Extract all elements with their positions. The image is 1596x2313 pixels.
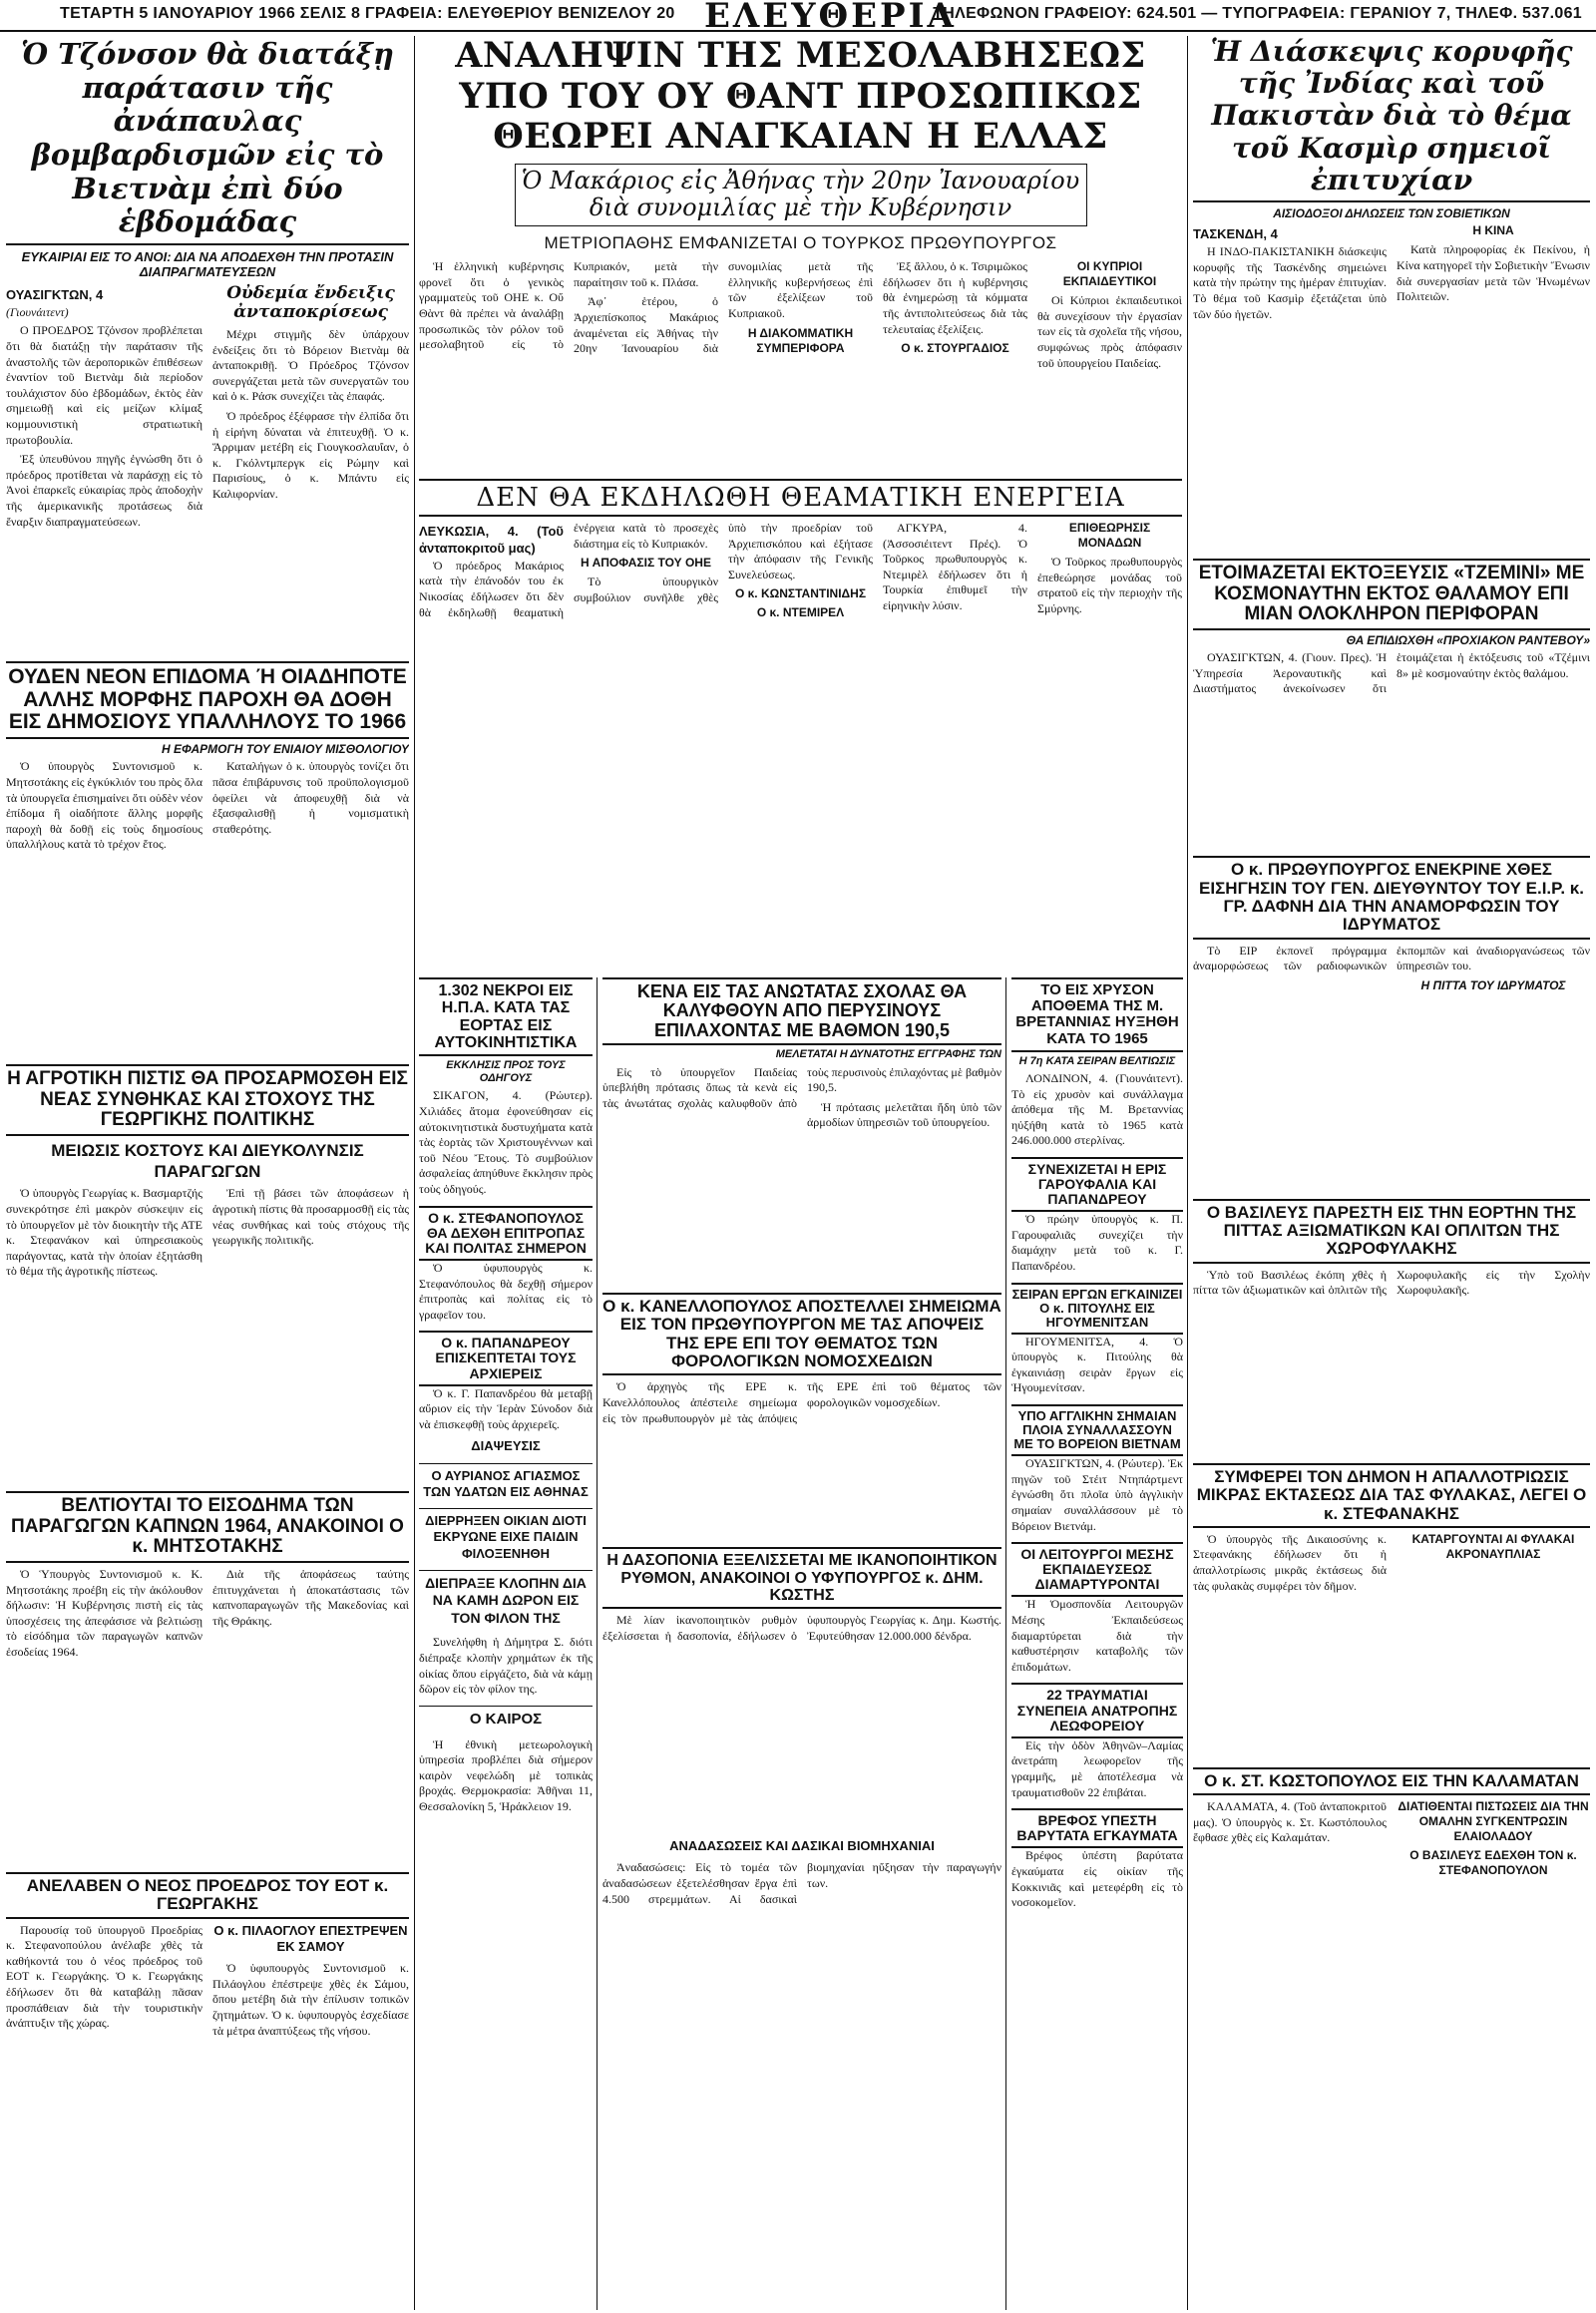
article-body bbox=[419, 1261, 593, 1323]
paragraph: Ἀναδασώσεις: Εἰς τὸ τομέα τῶν ἀναδασώσεων ἐξετελέσθησαν ἔργα ἐπὶ 4.500 στρεμμάτων. Αἱ δασικαὶ βιομηχανίαι ηὔξησαν τὴν παραγωγήν των. bbox=[602, 1860, 1001, 1906]
article-headline: ΣΥΝΕΧΙΖΕΤΑΙ Η ΕΡΙΣ ΓΑΡΟΥΦΑΛΙΑ ΚΑΙ ΠΑΠΑΝΔΡΕΟΥ bbox=[1027, 1160, 1167, 1208]
column-rule bbox=[1005, 977, 1006, 2310]
article-headline: ΟΥΔΕΝ ΝΕΟΝ ΕΠΙΔΟΜΑ Ή ΟΙΑΔΗΠΟΤΕ ΑΛΛΗΣ ΜΟΡΦΗΣ ΠΑΡΟΧΗ ΘΑ ΔΟΘΗ ΕΙΣ ΔΗΜΟΣΙΟΥΣ ΥΠΑΛΛΗΛΟΥΣ ΤΟ 1966 bbox=[8, 664, 407, 734]
article-body bbox=[602, 1065, 1001, 1131]
article-subheadline: ΜΕΙΩΣΙΣ ΚΟΣΤΟΥΣ ΚΑΙ ΔΙΕΥΚΟΛΥΝΣΙΣ ΠΑΡΑΓΩΓΩΝ bbox=[51, 1140, 364, 1182]
paragraph: Παρουσίᾳ τοῦ ὑπουργοῦ Προεδρίας κ. Στεφανοπούλου ἀνέλαβε χθὲς τὰ καθήκοντά του ὁ νέος πρόεδρος τοῦ ΕΟΤ κ. Γεωργάκης. Ὁ κ. Γεωργάκης ἐδήλωσεν ὅτι θὰ καταβάλῃ πᾶσαν προσπάθειαν διὰ τὴν τουριστικὴν ἀνάπτυξιν τῆς χώρας. bbox=[6, 1922, 202, 2031]
article-body bbox=[6, 759, 409, 1058]
article-headline: Η ΔΑΣΟΠΟΝΙΑ ΕΞΕΛΙΣΣΕΤΑΙ ΜΕ ΙΚΑΝΟΠΟΙΗΤΙΚΟΝ ΡΥΘΜΟΝ, ΑΝΑΚΟΙΝΟΙ Ο ΥΦΥΠΟΥΡΓΟΣ κ. ΔΗΜ. ΚΩΣΤΗΣ bbox=[606, 1552, 998, 1604]
paragraph: Κατὰ πληροφορίας ἐκ Πεκίνου, ἡ Κίνα κατηγορεῖ τὴν Σοβιετικὴν Ἕνωσιν διὰ συνεργασίαν μετὰ τῶν Ἡνωμένων Πολιτειῶν. bbox=[1396, 242, 1590, 304]
section-subheadline: Ο κ. ΠΙΛΑΟΓΛΟΥ ΕΠΕΣΤΡΕΨΕΝ ΕΚ ΣΑΜΟΥ bbox=[213, 1922, 408, 1954]
section-subheadline: Η ΔΙΑΚΟΜΜΑΤΙΚΗ ΣΥΜΠΕΡΙΦΟΡΑ bbox=[747, 325, 854, 355]
article-body bbox=[1193, 1268, 1590, 1457]
paragraph: Ὁ πρόεδρος Μακάριος κατὰ τὴν ἐπάνοδόν του ἐκ Νικοσίας ἐδήλωσεν ὅτι δὲν θὰ ἐκδηλωθῇ θεαματικὴ ἐνέργεια κατὰ τὸ προσεχὲς διάστημα εἰς τὸ Κυπριακόν. bbox=[419, 521, 718, 619]
article-body bbox=[419, 1386, 593, 1433]
newspaper-title: ΕΛΕΥΘΕΡΙΑ bbox=[704, 0, 957, 36]
makarios-headline: Ὁ Μακάριος εἰς Ἀθήνας τὴν 20ην Ἰανουαρίου διὰ συνομιλίας μὲ τὴν Κυβέρνησιν bbox=[521, 166, 1080, 222]
paragraph: Ἐξ ἄλλου, ὁ κ. Τσιριμῶκος ἐδήλωσεν ὅτι ἡ κυβέρνησις θὰ ἐνημερώσῃ τὰ κόμματα τῆς ἀντιπολιτεύσεως διὰ τὰς τελευταίας ἐξελίξεις. bbox=[883, 259, 1027, 336]
section-subheadline: Η ΑΠΟΦΑΣΙΣ ΤΟΥ ΟΗΕ bbox=[581, 556, 711, 571]
paragraph: Ὑπὸ τοῦ Βασιλέως ἐκόπη χθὲς ἡ πίττα τῶν ἀξιωματικῶν καὶ ὁπλιτῶν τῆς Χωροφυλακῆς εἰς τὴν Σχολὴν Χωροφυλακῆς. bbox=[1193, 1267, 1590, 1298]
paragraph: Ὁ κ. Γ. Παπανδρέου θὰ μεταβῇ αὔριον εἰς τὴν Ἱερὰν Σύνοδον διὰ νὰ ἐπισκεφθῇ τοὺς ἀρχιερεῖς. bbox=[419, 1385, 593, 1431]
divider bbox=[6, 243, 409, 245]
article-headline: ΒΕΛΤΙΟΥΤΑΙ ΤΟ ΕΙΣΟΔΗΜΑ ΤΩΝ ΠΑΡΑΓΩΓΩΝ ΚΑΠΝΩΝ 1964, ΑΝΑΚΟΙΝΟΙ Ο κ. ΜΗΤΣΟΤΑΚΗΣ bbox=[11, 1495, 404, 1558]
article-subheadline: Η 7η ΚΑΤΑ ΣΕΙΡΑΝ ΒΕΛΤΙΩΣΙΣ bbox=[1018, 1054, 1176, 1067]
article-body bbox=[602, 1379, 1001, 1539]
article-body bbox=[419, 259, 1182, 475]
lead-subheadline: ΜΕΤΡΙΟΠΑΘΗΣ ΕΜΦΑΝΙΖΕΤΑΙ Ο ΤΟΥΡΚΟΣ ΠΡΩΘΥΠΟΥΡΓΟΣ bbox=[544, 232, 1057, 252]
paragraph: Ὁ πρώην ὑπουργὸς κ. Π. Γαρουφαλιᾶς συνεχίζει τὴν διαμάχην μετὰ τοῦ κ. Γ. Παπανδρέου. bbox=[1011, 1212, 1183, 1274]
paragraph: Η ΙΝΔΟ-ΠΑΚΙΣΤΑΝΙΚΗ διάσκεψις κορυφῆς τῆς Τασκένδης σημειώνει κατὰ τὴν πρώτην της ἡμέραν ἐπιτυχίαν. Τὸ θέμα τοῦ Κασμὶρ ἐξετάζεται ὑπὸ τῶν δύο ἡγετῶν. bbox=[1193, 244, 1387, 321]
article-headline: 1.302 ΝΕΚΡΟΙ ΕΙΣ Η.Π.Α. ΚΑΤΑ ΤΑΣ ΕΟΡΤΑΣ ΕΙΣ ΑΥΤΟΚΙΝΗΤΙΣΤΙΚΑ bbox=[434, 982, 578, 1051]
article-body bbox=[1193, 1799, 1590, 2029]
article-headline: ΕΤΟΙΜΑΖΕΤΑΙ ΕΚΤΟΞΕΥΣΙΣ «ΤΖΕΜΙΝΙ» ΜΕ ΚΟΣΜΟΝΑΥΤΗΝ ΕΚΤΟΣ ΘΑΛΑΜΟΥ ΕΠΙ ΜΙΑΝ ΟΛΟΚΛΗΡΟΝ ΠΕΡΙΦΟΡΑΝ bbox=[1198, 563, 1585, 625]
accidents-column bbox=[419, 977, 593, 2310]
masthead-date: ΤΕΤΑΡΤΗ 5 ΙΑΝΟΥΑΡΙΟΥ 1966 ΣΕΛΙΣ 8 ΓΡΑΦΕΙΑ: ΕΛΕΥΘΕΡΙΟΥ ΒΕΝΙΖΕΛΟΥ 20 bbox=[60, 5, 675, 22]
article-headline: Ο κ. ΚΑΝΕΛΛΟΠΟΥΛΟΣ ΑΠΟΣΤΕΛΛΕΙ ΣΗΜΕΙΩΜΑ ΕΙΣ ΤΟΝ ΠΡΩΘΥΠΟΥΡΓΟΝ ΜΕ ΤΑΣ ΑΠΟΨΕΙΣ ΤΗΣ ΕΡΕ ΕΠΙ ΤΟΥ ΘΕΜΑΤΟΣ ΤΩΝ ΦΟΡΟΛΟΓΙΚΩΝ ΝΟΜΟΣΧΕΔΙΩΝ bbox=[602, 1297, 1001, 1371]
paragraph: ΛΟΝΔΙΝΟΝ, 4. (Γιουνάιτεντ). Τὸ εἰς χρυσὸν καὶ συνάλλαγμα ἀπόθεμα τῆς Μ. Βρεταννίας ηὐξήθη κατὰ τὸ 1965 κατὰ 246.000.000 στερλίνας. bbox=[1011, 1070, 1183, 1148]
paragraph: Ἡ Ὁμοσπονδία Λειτουργῶν Μέσης Ἐκπαιδεύσεως διαμαρτύρεται διὰ τὴν καθυστέρησιν καταβολῆς τῶν ἐπιδομάτων. bbox=[1011, 1597, 1183, 1674]
article-body bbox=[602, 1860, 1001, 2020]
paragraph: ΣΙΚΑΓΟΝ, 4. (Ρώυτερ). Χιλιάδες ἄτομα ἐφονεύθησαν εἰς αὐτοκινητιστικὰ δυστυχήματα κατὰ τὰς ἑορτὰς τῶν Χριστουγέννων καὶ τοῦ Νέου Ἔτους. Τὸ συμβούλιον ἀσφαλείας ἀπηύθυνε ἔκκλησιν πρὸς τοὺς ὁδηγούς. bbox=[419, 1088, 593, 1196]
article-body bbox=[1011, 1597, 1183, 1675]
article-headline: Ο κ. ΣΤ. ΚΩΣΤΟΠΟΥΛΟΣ ΕΙΣ ΤΗΝ ΚΑΛΑΜΑΤΑΝ bbox=[1204, 1770, 1579, 1790]
section-subheadline: ΕΠΙΘΕΩΡΗΣΙΣ ΜΟΝΑΔΩΝ bbox=[1068, 521, 1151, 551]
paragraph: Συνελήφθη ἡ Δήμητρα Σ. διότι διέπραξε κλοπὴν χρημάτων ἐκ τῆς οἰκίας ὅπου εἰργάζετο, διὰ νὰ κάμῃ δῶρον εἰς τὸν φίλον της. bbox=[419, 1635, 593, 1697]
article-body bbox=[419, 1737, 593, 1815]
section-subheadline: Ο κ. ΝΤΕΜΙΡΕΛ bbox=[756, 605, 845, 620]
article-headline: Ο κ. ΠΡΩΘΥΠΟΥΡΓΟΣ ΕΝΕΚΡΙΝΕ ΧΘΕΣ ΕΙΣΗΓΗΣΙΝ ΤΟΥ ΓΕΝ. ΔΙΕΥΘΥΝΤΟΥ ΤΟΥ Ε.Ι.Ρ. κ. ΓΡ. ΔΑΦΝΗ ΔΙΑ ΤΗΝ ΑΝΑΜΟΡΦΩΣΙΝ ΤΟΥ ΙΔΡΥΜΑΤΟΣ bbox=[1199, 860, 1584, 935]
article-body bbox=[419, 1635, 593, 1697]
paragraph: Ἐπὶ τῇ βάσει τῶν ἀποφάσεων ἡ ἀγροτικὴ πίστις θὰ προσαρμοσθῇ εἰς τὰς νέας συνθήκας καὶ τοὺς στόχους τῆς γεωργικῆς πολιτικῆς. bbox=[212, 1186, 409, 1248]
paragraph: ΚΑΛΑΜΑΤΑ, 4. (Τοῦ ἀνταποκριτοῦ μας). Ὁ ὑπουργὸς κ. Στ. Κωστόπουλος ἔφθασε χθὲς εἰς Καλαμάταν. bbox=[1193, 1799, 1387, 1845]
right-column bbox=[1193, 36, 1590, 2310]
article-subheadline: ΘΑ ΕΠΙΔΙΩΧΘΗ «ΠΡΟΧΙΑΚΟΝ ΡΑΝΤΕΒΟΥ» bbox=[1346, 632, 1590, 647]
gold-column bbox=[1011, 977, 1183, 2310]
article-headline: Ο κ. ΣΤΕΦΑΝΟΠΟΥΛΟΣ ΘΑ ΔΕΧΘΗ ΕΠΙΤΡΟΠΑΣ ΚΑΙ ΠΟΛΙΤΑΣ ΣΗΜΕΡΟΝ bbox=[425, 1209, 587, 1256]
section-subheadline: ΟΙ ΚΥΠΡΙΟΙ ΕΚΠΑΙΔΕΥΤΙΚΟΙ bbox=[1062, 259, 1157, 289]
article-headline: ΔΕΝ ΘΑ ΕΚΔΗΛΩΘΗ ΘΕΑΜΑΤΙΚΗ ΕΝΕΡΓΕΙΑ bbox=[476, 483, 1125, 513]
byline: ΛΕΥΚΩΣΙΑ, 4. (Τοῦ ἀνταποκριτοῦ μας) bbox=[419, 524, 564, 556]
article-body bbox=[1011, 1848, 1183, 1910]
paragraph: Μέχρι στιγμῆς δὲν ὑπάρχουν ἐνδείξεις ὅτι τὸ Βόρειον Βιετνὰμ θὰ ἀνταποκριθῇ. Ὁ Πρόεδρος Τζόνσον συνεργάζεται μετὰ τῶν συνεργατῶν του καὶ ὁ κ. Ράσκ συνεχίζει τὰς ἐπαφάς. bbox=[212, 327, 409, 404]
paragraph: ΟΥΑΣΙΓΚΤΩΝ, 4. (Ρώυτερ). Ἐκ πηγῶν τοῦ Στέιτ Ντηπάρτμεντ ἐγνώσθη ὅτι πλοῖα ὑπὸ ἀγγλικὴν σημαίαν συναλλάσσουν μὲ τὸ Βόρειον Βιετνάμ. bbox=[1011, 1456, 1183, 1533]
paragraph: Μὲ λίαν ἱκανοποιητικὸν ρυθμὸν ἐξελίσσεται ἡ δασοπονία, ἐδήλωσεν ὁ ὑφυπουργὸς Γεωργίας κ. Δημ. Κωστής. Ἐφυτεύθησαν 12.000.000 δένδρα. bbox=[602, 1613, 1001, 1643]
article-body bbox=[1193, 223, 1590, 553]
energy-story bbox=[419, 479, 1182, 967]
paragraph: Οἱ Κύπριοι ἐκπαιδευτικοὶ θὰ συνεχίσουν τὴν ἐργασίαν των εἰς τὰ σχολεῖα τῆς νήσου, συμφώνως πρὸς ἀπόφασιν τοῦ ὑπουργείου Παιδείας. bbox=[1037, 293, 1182, 370]
article-body bbox=[1193, 944, 1590, 1193]
left-column bbox=[6, 38, 409, 2310]
paragraph: Ἡ ἐθνικὴ μετεωρολογικὴ ὑπηρεσία προβλέπει διὰ σήμερον καιρὸν νεφελώδη μὲ τοπικὰς βροχάς. Θερμοκρασία: Ἀθῆναι 11, Θεσσαλονίκη 5, Ἡράκλειον 19. bbox=[419, 1736, 593, 1813]
article-body bbox=[1193, 1532, 1590, 1761]
section-subheadline: ΚΑΤΑΡΓΟΥΝΤΑΙ ΑΙ ΦΥΛΑΚΑΙ ΑΚΡΟΝΑΥΠΛΙΑΣ bbox=[1411, 1531, 1575, 1561]
column-rule bbox=[414, 36, 415, 2310]
paragraph: Εἰς τὸ ὑπουργεῖον Παιδείας ὑπεβλήθη πρότασις ὅπως τὰ κενὰ εἰς τὰς ἀνωτάτας σχολὰς καλυφθοῦν ἀπὸ τοὺς περυσινοὺς ἐπιλαχόντας μὲ βαθμὸν 190,5. bbox=[602, 1064, 1001, 1110]
article-headline: ΔΙΕΠΡΑΞΕ ΚΛΟΠΗΝ ΔΙΑ ΝΑ ΚΑΜΗ ΔΩΡΟΝ ΕΙΣ ΤΟΝ ΦΙΛΟΝ ΤΗΣ bbox=[419, 1570, 593, 1628]
paragraph: ΟΥΑΣΙΓΚΤΩΝ, 4. (Γιουν. Πρες). Ἡ Ὑπηρεσία Ἀεροναυτικῆς καὶ Διαστήματος ἀνεκοίνωσεν ὅτι ἑτοιμάζεται ἡ ἐκτόξευσις τοῦ «Τζέμινι 8» μὲ κοσμοναύτην ἐκτὸς θαλάμου. bbox=[1193, 650, 1590, 696]
section-subheadline: Οὐδεμία ἔνδειξις ἀνταποκρίσεως bbox=[226, 282, 395, 323]
article-body bbox=[1193, 650, 1590, 850]
article-body bbox=[6, 1186, 409, 1485]
article-headline: ΔΙΕΡΡΗΞΕΝ ΟΙΚΙΑΝ ΔΙΟΤΙ ΕΚΡΥΩΝΕ ΕΙΧΕ ΠΑΙΔΙΝ ΦΙΛΟΞΕΝΗΘΗ bbox=[419, 1508, 593, 1562]
column-rule bbox=[597, 977, 598, 2310]
article-headline: ΑΝΕΛΑΒΕΝ Ο ΝΕΟΣ ΠΡΟΕΔΡΟΣ ΤΟΥ ΕΟΤ κ. ΓΕΩΡΓΑΚΗΣ bbox=[26, 1875, 389, 1914]
article-headline: Ο ΒΑΣΙΛΕΥΣ ΠΑΡΕΣΤΗ ΕΙΣ ΤΗΝ ΕΟΡΤΗΝ ΤΗΣ ΠΙΤΤΑΣ ΑΞΙΩΜΑΤΙΚΩΝ ΚΑΙ ΟΠΛΙΤΩΝ ΤΗΣ ΧΩΡΟΦΥΛΑΚΗΣ bbox=[1206, 1202, 1577, 1259]
paragraph: Ἡ ἑλληνικὴ κυβέρνησις φρονεῖ ὅτι ὁ γενικὸς γραμματεὺς τοῦ ΟΗΕ κ. Οὔ Θὰντ θὰ πρέπει νὰ ἀναλάβῃ προσωπικῶς τὸν ρόλον τοῦ μεσολαβητοῦ εἰς τὸ Κυπριακόν, μετὰ τὴν παραίτησιν τοῦ κ. Πλάσα. bbox=[419, 259, 718, 352]
weather-headline: Ο ΚΑΙΡΟΣ bbox=[419, 1706, 593, 1730]
section-subheadline: ΔΙΑΤΙΘΕΝΤΑΙ ΠΙΣΤΩΣΕΙΣ ΔΙΑ ΤΗΝ ΟΜΑΛΗΝ ΣΥΓΚΕΝΤΡΩΣΙΝ ΕΛΑΙΟΛΑΔΟΥ bbox=[1397, 1799, 1589, 1844]
article-headline: ΤΟ ΕΙΣ ΧΡΥΣΟΝ ΑΠΟΘΕΜΑ ΤΗΣ Μ. ΒΡΕΤΑΝΝΙΑΣ ΗΥΞΗΘΗ ΚΑΤΑ ΤΟ 1965 bbox=[1015, 981, 1179, 1047]
divider bbox=[1193, 200, 1590, 202]
article-subheadline: ΜΕΛΕΤΑΤΑΙ Η ΔΥΝΑΤΟΤΗΣ ΕΓΓΡΑΦΗΣ ΤΩΝ bbox=[775, 1048, 1001, 1061]
paragraph: Ὁ Τοῦρκος πρωθυπουργὸς ἐπεθεώρησε μονάδας τοῦ στρατοῦ εἰς τὴν περιοχὴν τῆς Σμύρνης. bbox=[1037, 555, 1182, 615]
article-headline: Ο κ. ΠΑΠΑΝΔΡΕΟΥ ΕΠΙΣΚΕΠΤΕΤΑΙ ΤΟΥΣ ΑΡΧΙΕΡΕΙΣ bbox=[435, 1335, 577, 1381]
paragraph: Διὰ τῆς ἀποφάσεως ταύτης ἐπιτυγχάνεται ἡ ἀποκατάστασις τῶν καπνοπαραγωγῶν τῆς Μακεδονίας καὶ τῆς Θράκης. bbox=[212, 1566, 409, 1628]
section-subheadline: ΑΝΑΔΑΣΩΣΕΙΣ ΚΑΙ ΔΑΣΙΚΑΙ ΒΙΟΜΗΧΑΝΙΑΙ bbox=[669, 1838, 935, 1854]
article-body bbox=[1011, 1212, 1183, 1274]
article-body bbox=[1011, 1456, 1183, 1534]
section-subheadline: Η ΠΙΤΤΑ ΤΟΥ ΙΔΡΥΜΑΤΟΣ bbox=[1420, 977, 1566, 992]
paragraph: Ὁ ὑφυπουργὸς Συντονισμοῦ κ. Πιλάογλου ἐπέστρεψε χθὲς ἐκ Σάμου, ὅπου μετέβη διὰ τὴν ἐπίλυσιν τοπικῶν ζητημάτων. Ὁ κ. ὑφυπουργὸς ἐσχεδίασε τὰ μέτρα ἀναπτύξεως τῆς νήσου. bbox=[212, 1961, 409, 2038]
article-body bbox=[6, 1567, 409, 1866]
article-body bbox=[419, 1088, 593, 1197]
article-headline: Ἡ Διάσκεψις κορυφῆς τῆς Ἰνδίας καὶ τοῦ Πακιστὰν διὰ τὸ θέμα τοῦ Κασμὶρ σημειοῖ ἐπιτυχίαν bbox=[1210, 36, 1573, 196]
article-body bbox=[419, 521, 1182, 960]
lead-story bbox=[419, 36, 1182, 475]
paragraph: Ὁ ὑπουργὸς Γεωργίας κ. Βασμαρτζής συνεκρότησε ἐπὶ μακρὸν σύσκεψιν εἰς τὸ ὑπουργεῖον μὲ τὸν διοικητὴν τῆς ΑΤΕ κ. Στεφανάκον καὶ ὑπηρεσιακοὺς παράγοντας, κατὰ τὴν ὁποίαν ἐξητάσθη τὸ θέμα τῆς ἀγροτικῆς πίστεως. bbox=[6, 1186, 202, 1279]
paragraph: Βρέφος ὑπέστη βαρύτατα ἐγκαύματα εἰς οἰκίαν τῆς Κοκκινιᾶς καὶ μετεφέρθη εἰς τὸ νοσοκομεῖον. bbox=[1011, 1848, 1183, 1910]
paragraph: Ἡ πρότασις μελετᾶται ἤδη ὑπὸ τῶν ἁρμοδίων ὑπηρεσιῶν τοῦ ὑπουργείου. bbox=[807, 1099, 1001, 1130]
article-body bbox=[1011, 1738, 1183, 1800]
paragraph: Ὁ ὑφυπουργὸς κ. Στεφανόπουλος θὰ δεχθῇ σήμερον ἐπιτροπὰς καὶ πολίτας εἰς τὸ γραφεῖον του. bbox=[419, 1260, 593, 1322]
article-headline: ΒΡΕΦΟΣ ΥΠΕΣΤΗ ΒΑΡΥΤΑΤΑ ΕΓΚΑΥΜΑΤΑ bbox=[1016, 1812, 1178, 1844]
paragraph: Καταλήγων ὁ κ. ὑπουργὸς τονίζει ὅτι πᾶσα ἐπιβάρυνσις τοῦ προϋπολογισμοῦ ὀφείλει νὰ ἀποφευχθῇ διὰ νὰ ἐξασφαλισθῇ ἡ νομισματικὴ σταθερότης. bbox=[212, 759, 409, 836]
article-headline: 22 ΤΡΑΥΜΑΤΙΑΙ ΣΥΝΕΠΕΙΑ ΑΝΑΤΡΟΠΗΣ ΛΕΩΦΟΡΕΙΟΥ bbox=[1016, 1687, 1178, 1734]
article-body bbox=[602, 1613, 1001, 1832]
article-headline: ΥΠΟ ΑΓΓΛΙΚΗΝ ΣΗΜΑΙΑΝ ΠΛΟΙΑ ΣΥΝΑΛΛΑΣΣΟΥΝ ΜΕ ΤΟ ΒΟΡΕΙΟΝ ΒΙΕΤΝΑΜ bbox=[1013, 1408, 1181, 1452]
article-subheadline: ΑΙΣΙΟΔΟΞΟΙ ΔΗΛΩΣΕΙΣ ΤΩΝ ΣΟΒΙΕΤΙΚΩΝ bbox=[1273, 205, 1510, 220]
paragraph: Ἐξ ὑπευθύνου πηγῆς ἐγνώσθη ὅτι ὁ πρόεδρος προτίθεται νὰ παράσχῃ εἰς τὸ Ἀνοὶ ἐπαρκεῖς εὐκαιρίας πρὸς ἀποδοχὴν τῆς ἀμερικανικῆς προτάσεως διὰ ἔναρξιν διαπραγματεύσεων. bbox=[6, 452, 202, 529]
column-rule bbox=[1187, 36, 1188, 2310]
lead-headline: ΑΝΑΛΗΨΙΝ ΤΗΣ ΜΕΣΟΛΑΒΗΣΕΩΣ ΥΠΟ ΤΟΥ ΟΥ ΘΑΝΤ ΠΡΟΣΩΠΙΚΩΣ ΘΕΩΡΕΙ ΑΝΑΓΚΑΙΑΝ Η ΕΛΛΑΣ bbox=[455, 36, 1146, 158]
article-subheadline: Η ΕΦΑΡΜΟΓΗ ΤΟΥ ΕΝΙΑΙΟΥ ΜΙΣΘΟΛΟΓΙΟΥ bbox=[161, 741, 409, 756]
article-headline: Ὁ Τζόνσον θὰ διατάξῃ παράτασιν τῆς ἀνάπαυλας βομβαρδισμῶν εἰς τὸ Βιετνὰμ ἐπὶ δύο ἑβδομάδας bbox=[21, 38, 394, 239]
section-subheadline: Ο κ. ΣΤΟΥΡΓΑΔΙΟΣ bbox=[901, 341, 1009, 356]
paragraph: ΑΓΚΥΡΑ, 4. (Ἀσσοσιέιτεντ Πρές). Ὁ Τοῦρκος πρωθυπουργὸς κ. Ντεμιρὲλ ἐδήλωσεν ὅτι ἡ Τουρκία ἐπιθυμεῖ τὴν εἰρηνικὴν λύσιν. bbox=[883, 521, 1027, 613]
paragraph: Ὁ ὑπουργὸς τῆς Δικαιοσύνης κ. Στεφανάκης ἐδήλωσεν ὅτι ἡ ἀπαλλοτρίωσις μικρᾶς ἐκτάσεως διὰ τὰς φυλακὰς συμφέρει τὸν δῆμον. bbox=[1193, 1531, 1387, 1593]
article-body bbox=[6, 284, 409, 653]
paragraph: Ὁ πρόεδρος ἐξέφρασε τὴν ἐλπίδα ὅτι ἡ εἰρήνη δύναται νὰ ἐπιτευχθῇ. Ὁ κ. Ἅρριμαν μετέβη εἰς Γιουγκοσλαυΐαν, ὁ κ. Γκόλντμπεργκ εἰς Ρώμην καὶ Παρισίους, ὁ κ. Μπάντυ εἰς Καλιφορνίαν. bbox=[212, 409, 409, 501]
paragraph: Ὁ Ὑπουργὸς Συντονισμοῦ κ. Κ. Μητσοτάκης προέβη εἰς τὴν ἀκόλουθον δήλωσιν: Ἡ Κυβέρνησις πιστὴ εἰς τὰς ὑποσχέσεις της ἀπεφάσισε νὰ βελτιώσῃ τὸ εἰσόδημα τῶν παραγωγῶν καπνῶν ἐσοδείας 1964. bbox=[6, 1566, 202, 1659]
byline: ΟΥΑΣΙΓΚΤΩΝ, 4 bbox=[6, 286, 104, 302]
article-body bbox=[6, 1923, 409, 2182]
byline-source: (Γιουνάιτεντ) bbox=[6, 304, 69, 319]
paragraph: Ἀφ᾽ ἑτέρου, ὁ Ἀρχιεπίσκοπος Μακάριος ἀναμένεται εἰς Ἀθήνας τὴν 20ην Ἰανουαρίου διὰ συνομιλίας μετὰ τῆς ἑλληνικῆς κυβερνήσεως ἐπὶ τῶν ἐξελίξεων τοῦ Κυπριακοῦ. bbox=[574, 259, 873, 356]
paragraph: ΗΓΟΥΜΕΝΙΤΣΑ, 4. Ὁ ὑπουργὸς κ. Πιτούλης θὰ ἐγκαινιάσῃ σειρὰν ἔργων εἰς Ἡγουμενίτσαν. bbox=[1011, 1334, 1183, 1395]
schools-story bbox=[602, 977, 1001, 1277]
paragraph: Ὁ ἀρχηγὸς τῆς ΕΡΕ κ. Κανελλόπουλος ἀπέστειλε σημείωμα εἰς τὸν πρωθυπουργὸν μὲ τὰς ἀπόψεις τῆς ΕΡΕ ἐπὶ τοῦ θέματος τῶν φορολογικῶν νομοσχεδίων. bbox=[602, 1379, 1001, 1425]
article-headline: ΣΕΙΡΑΝ ΕΡΓΩΝ ΕΓΚΑΙΝΙΖΕΙ Ο κ. ΠΙΤΟΥΛΗΣ ΕΙΣ ΗΓΟΥΜΕΝΙΤΣΑΝ bbox=[1011, 1286, 1183, 1330]
article-headline: Η ΑΓΡΟΤΙΚΗ ΠΙΣΤΙΣ ΘΑ ΠΡΟΣΑΡΜΟΣΘΗ ΕΙΣ ΝΕΑΣ ΣΥΝΘΗΚΑΣ ΚΑΙ ΣΤΟΧΟΥΣ ΤΗΣ ΓΕΩΡΓΙΚΗΣ ΠΟΛΙΤΙΚΗΣ bbox=[7, 1068, 408, 1131]
article-headline: ΣΥΜΦΕΡΕΙ ΤΟΝ ΔΗΜΟΝ Η ΑΠΑΛΛΟΤΡΙΩΣΙΣ ΜΙΚΡΑΣ ΕΚΤΑΣΕΩΣ ΔΙΑ ΤΑΣ ΦΥΛΑΚΑΣ, ΛΕΓΕΙ Ο κ. ΣΤΕΦΑΝΑΚΗΣ bbox=[1196, 1466, 1587, 1523]
paragraph: Εἰς τὴν ὁδὸν Ἀθηνῶν–Λαμίας ἀνετράπη λεωφορεῖον τῆς γραμμῆς, μὲ ἀποτέλεσμα νὰ τραυματισθοῦν 22 ἐπιβάται. bbox=[1011, 1737, 1183, 1799]
article-subheadline: ΕΥΚΑΙΡΙΑΙ ΕΙΣ ΤΟ ΑΝΟΙ: ΔΙΑ ΝΑ ΑΠΟΔΕΧΘΗ ΤΗΝ ΠΡΟΤΑΣΙΝ ΔΙΑΠΡΑΓΜΑΤΕΥΣΕΩΝ bbox=[21, 248, 394, 280]
masthead-contact: ΤΗΛΕΦΩΝΟΝ ΓΡΑΦΕΙΟΥ: 624.501 — ΤΥΠΟΓΡΑΦΕΙΑ: ΓΕΡΑΝΙΟΥ 7, ΤΗΛΕΦ. 537.061 bbox=[933, 5, 1582, 22]
section-subheadline: Η ΚΙΝΑ bbox=[1472, 223, 1514, 238]
paragraph: Τὸ ὑπουργικὸν συμβούλιον συνῆλθε χθὲς ὑπὸ τὴν προεδρίαν τοῦ Ἀρχιεπισκόπου καὶ ἐξήτασε τὴν ἀπόφασιν τῆς Γενικῆς Συνελεύσεως. bbox=[574, 521, 873, 604]
section-subheadline: ΔΙΑΨΕΥΣΙΣ bbox=[471, 1438, 541, 1454]
article-headline: ΚΕΝΑ ΕΙΣ ΤΑΣ ΑΝΩΤΑΤΑΣ ΣΧΟΛΑΣ ΘΑ ΚΑΛΥΦΘΟΥΝ ΑΠΟ ΠΕΡΥΣΙΝΟΥΣ ΕΠΙΛΑΧΟΝΤΑΣ ΜΕ ΒΑΘΜΟΝ 190,5 bbox=[636, 981, 968, 1040]
paragraph: Τὸ ΕΙΡ ἐκπονεῖ πρόγραμμα ἀναμορφώσεως τῶν ραδιοφωνικῶν ἐκπομπῶν καὶ ἀναδιοργανώσεως τῶν ὑπηρεσιῶν του. bbox=[1193, 943, 1590, 973]
masthead bbox=[0, 0, 1596, 36]
kanellopoulos-story bbox=[602, 1293, 1001, 2310]
article-subheadline: ΕΚΚΛΗΣΙΣ ΠΡΟΣ ΤΟΥΣ ΟΔΗΓΟΥΣ bbox=[446, 1059, 566, 1085]
section-subheadline: Ο ΒΑΣΙΛΕΥΣ ΕΔΕΧΘΗ ΤΟΝ κ. ΣΤΕΦΑΝΟΠΟΥΛΟΝ bbox=[1409, 1848, 1577, 1878]
byline: ΤΑΣΚΕΝΔΗ, 4 bbox=[1193, 226, 1278, 242]
article-headline: Ο ΑΥΡΙΑΝΟΣ ΑΓΙΑΣΜΟΣ ΤΩΝ ΥΔΑΤΩΝ ΕΙΣ ΑΘΗΝΑΣ bbox=[419, 1463, 593, 1501]
paragraph: Ο ΠΡΟΕΔΡΟΣ Τζόνσον προβλέπεται ὅτι θὰ διατάξῃ τὴν παράτασιν τῆς ἀναστολῆς τῶν ἀεροπορικῶν ἐπιθέσεων ἐναντίον τοῦ Βιετνὰμ διὰ περίοδον τουλάχιστον δύο ἑβδομάδων, ἐκτὸς ἐὰν σημειωθῇ καὶ εἰς μείζων κλίμαξ κομμουνιστικὴ στρατιωτικὴ πρωτοβουλία. bbox=[6, 323, 202, 447]
paragraph: Ὁ ὑπουργὸς Συντονισμοῦ κ. Μητσοτάκης εἰς ἐγκύκλιόν του πρὸς ὅλα τὰ ὑπουργεῖα ἐπισημαίνει ὅτι οὐδὲν νέον ἐπίδομα ἢ οἱαδήποτε ἄλλης μορφῆς παροχὴ θὰ δοθῇ εἰς τοὺς δημοσίους ὑπαλλήλους κατὰ τὸ τρέχον ἔτος. bbox=[6, 759, 202, 852]
article-headline: ΟΙ ΛΕΙΤΟΥΡΓΟΙ ΜΕΣΗΣ ΕΚΠΑΙΔΕΥΣΕΩΣ ΔΙΑΜΑΡΤΥΡΟΝΤΑΙ bbox=[1020, 1546, 1174, 1593]
article-body bbox=[1011, 1335, 1183, 1396]
article-body bbox=[1011, 1071, 1183, 1149]
section-subheadline: Ο κ. ΚΩΝΣΤΑΝΤΙΝΙΔΗΣ bbox=[734, 586, 867, 601]
